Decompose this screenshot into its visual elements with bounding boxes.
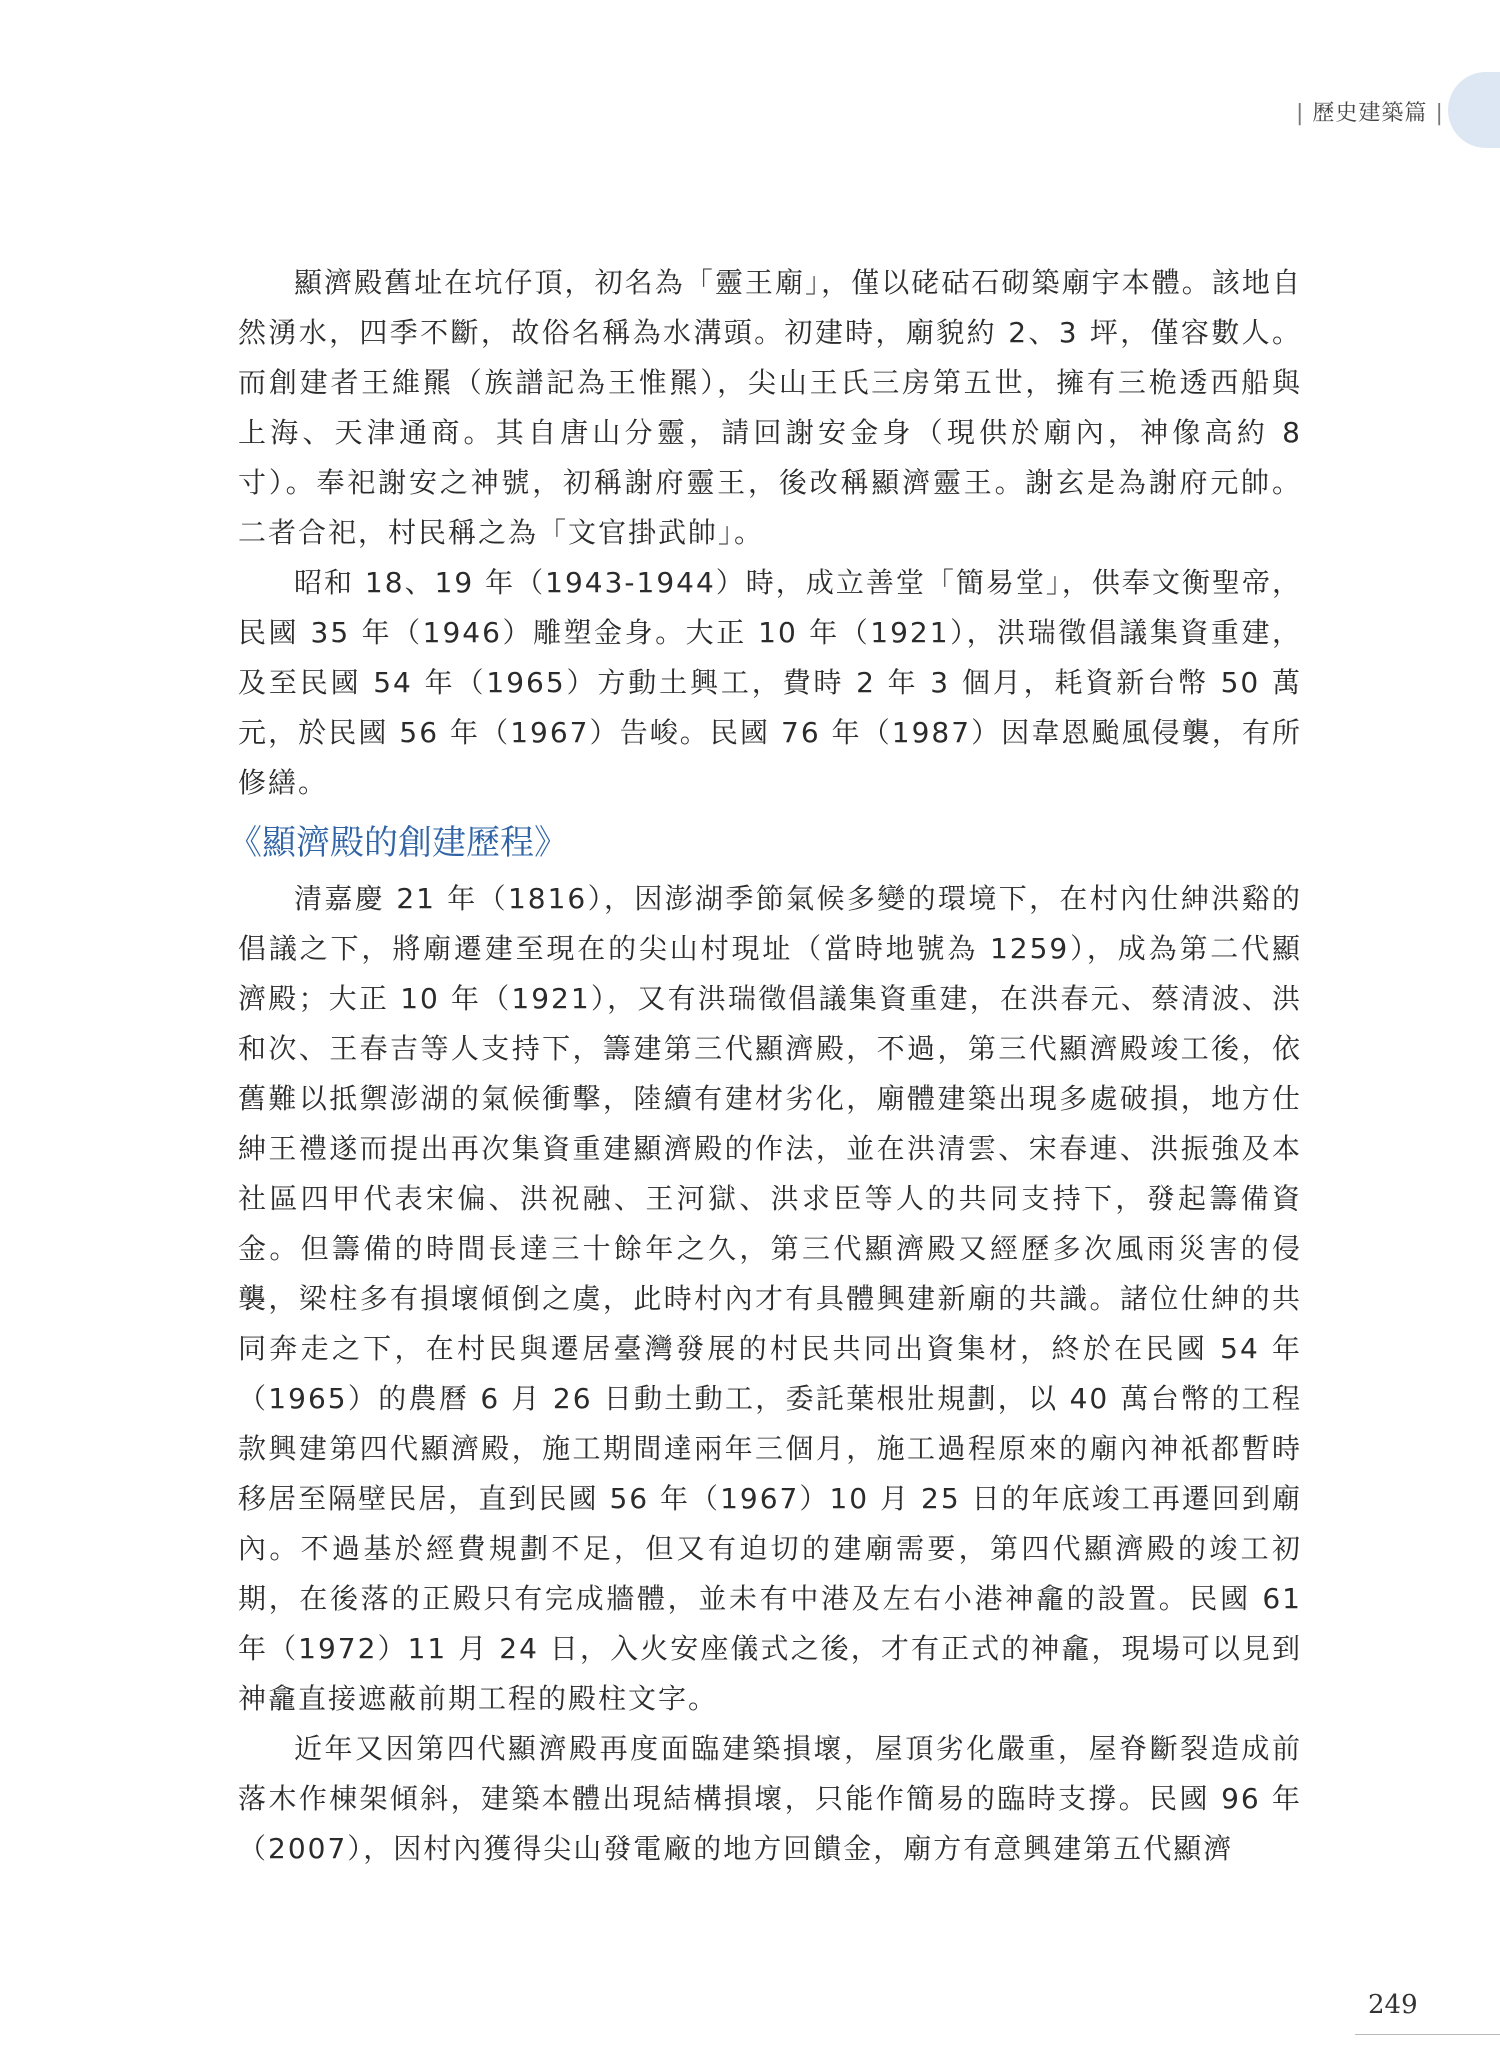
paragraph: 昭和 18、19 年（1943-1944）時，成立善堂「簡易堂」，供奉文衡聖帝，民國 35 年（1946）雕塑金身。大正 10 年（1921），洪瑞徵倡議集資重建，及至民國 54 年（1965）方動土興工，費時 2 年 3 個月，耗資新台幣 50 萬元，於民國 56 年（1967）告峻。民國 76 年（1987）因韋恩颱風侵襲，有所修繕。 [238,566,1302,799]
running-header [1288,96,1452,127]
paragraph: 近年又因第四代顯濟殿再度面臨建築損壞，屋頂劣化嚴重，屋脊斷裂造成前落木作棟架傾斜，建築本體出現結構損壞，只能作簡易的臨時支撐。民國 96 年（2007），因村內獲得尖山發電廠的地方回饋金，廟方有意興建第五代顯濟 [238,1732,1302,1865]
main-text [228,258,1302,1874]
page-number: 249 [1368,1990,1418,2020]
header-bar-left: | [1296,101,1305,126]
chapter-tab [1448,72,1500,148]
section-title: 歷史建築篇 [1312,101,1428,126]
footer-rule [1355,2034,1500,2035]
paragraph: 清嘉慶 21 年（1816），因澎湖季節氣候多變的環境下，在村內仕紳洪谿的倡議之下，將廟遷建至現在的尖山村現址（當時地號為 1259），成為第二代顯濟殿；大正 10 年（1921），又有洪瑞徵倡議集資重建，在洪春元、蔡清波、洪和次、王春吉等人支持下，籌建第三代顯濟殿，不過，第三代顯濟殿竣工後，依舊難以抵禦澎湖的氣候衝擊，陸續有建材劣化，廟體建築出現多處破損，地方仕紳王禮遂而提出再次集資重建顯濟殿的作法，並在洪清雲、宋春連、洪振強及本社區四甲代表宋偏、洪祝融、王河獄、洪求臣等人的共同支持下，發起籌備資金。但籌備的時間長達三十餘年之久，第三代顯濟殿又經歷多次風雨災害的侵襲，梁柱多有損壞傾倒之虞，此時村內才有具體興建新廟的共識。諸位仕紳的共同奔走之下，在村民與遷居臺灣發展的村民共同出資集材，終於在民國 54 年（1965）的農曆 6 月 26 日動土動工，委託葉根壯規劃，以 40 萬台幣的工程款興建第四代顯濟殿，施工期間達兩年三個月，施工過程原來的廟內神祇都暫時移居至隔壁民居，直到民國 56 年（1967）10 月 25 日的年底竣工再遷回到廟內。不過基於經費規劃不足，但又有迫切的建廟需要，第四代顯濟殿的竣工初期，在後落的正殿只有完成牆體，並未有中港及左右小港神龕的設置。民國 61 年（1972）11 月 24 日，入火安座儀式之後，才有正式的神龕，現場可以見到神龕直接遮蔽前期工程的殿柱文字。 [238,882,1302,1715]
section-heading: 《顯濟殿的創建歷程》 [228,823,568,863]
paragraph: 顯濟殿舊址在坑仔頂，初名為「靈王廟」，僅以硓𥑮石砌築廟宇本體。該地自然湧水，四季不斷，故俗名稱為水溝頭。初建時，廟貌約 2、3 坪，僅容數人。而創建者王維羆（族譜記為王惟羆），尖山王氏三房第五世，擁有三桅透西船與上海、天津通商。其自唐山分靈，請回謝安金身（現供於廟內，神像高約 8 寸）。奉祀謝安之神號，初稱謝府靈王，後改稱顯濟靈王。謝玄是為謝府元帥。二者合祀，村民稱之為「文官掛武帥」。 [238,266,1302,549]
header-bar-right: | [1435,101,1444,126]
